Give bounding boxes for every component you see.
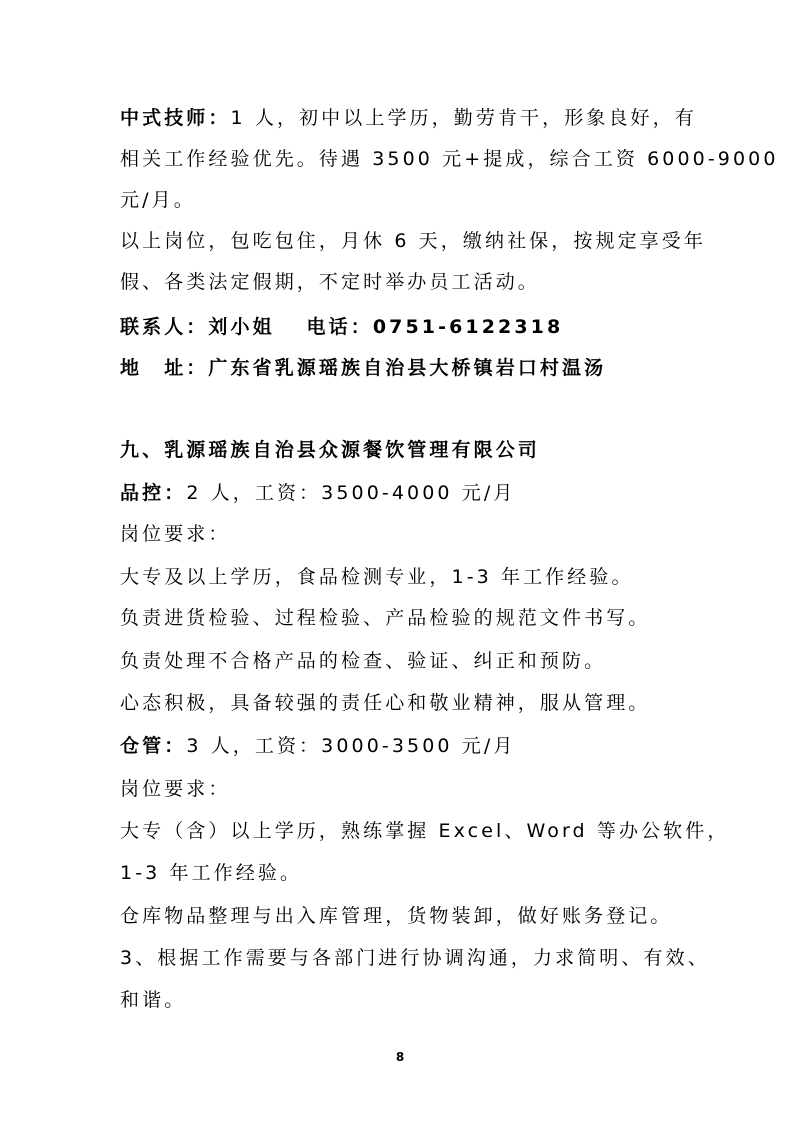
- address-line: 地 址：广东省乳源瑶族自治县大桥镇岩口村温汤: [120, 357, 607, 379]
- job-detail-chinese-technician: 1 人，初中以上学历，勤劳肯干，形象良好，有: [230, 107, 697, 129]
- contact-line: 联系人：刘小姐 电话：0751-6122318: [120, 316, 564, 338]
- wh-requirements-label: 岗位要求：: [120, 778, 231, 800]
- company-heading: 九、乳源瑶族自治县众源餐饮管理有限公司: [120, 439, 540, 461]
- job-detail-quality-control: 2 人，工资：3500-4000 元/月: [186, 482, 516, 504]
- wh-requirement-5: 和谐。: [120, 989, 187, 1011]
- job-title-quality-control: 品控：: [120, 482, 187, 504]
- wh-requirement-1: 大专（含）以上学历，熟练掌握 Excel、Word 等办公软件，: [120, 820, 730, 842]
- qc-requirement-1: 大专及以上学历，食品检测专业，1-3 年工作经验。: [120, 566, 634, 588]
- chinese-technician-line: [120, 105, 697, 131]
- job-title-chinese-technician: 中式技师：: [120, 107, 231, 129]
- benefits-line-2: 假、各类法定假期，不定时举办员工活动。: [120, 271, 540, 293]
- qc-requirement-2: 负责进货检验、过程检验、产品检验的规范文件书写。: [120, 607, 651, 629]
- qc-requirement-4: 心态积极，具备较强的责任心和敬业精神，服从管理。: [120, 692, 651, 714]
- job-title-warehouse: 仓管：: [120, 735, 187, 757]
- qc-requirement-3: 负责处理不合格产品的检查、验证、纠正和预防。: [120, 650, 607, 672]
- page-number: 8: [395, 1050, 405, 1064]
- wh-requirement-2: 1-3 年工作经验。: [120, 862, 303, 884]
- qc-requirements-label: 岗位要求：: [120, 523, 231, 545]
- chinese-technician-line-3: 元/月。: [120, 189, 196, 211]
- benefits-line-1: 以上岗位，包吃包住，月休 6 天，缴纳社保，按规定享受年: [120, 230, 706, 252]
- chinese-technician-line-2: 相关工作经验优先。待遇 3500 元+提成，综合工资 6000-9000: [120, 148, 779, 170]
- job-detail-warehouse: 3 人，工资：3000-3500 元/月: [186, 735, 516, 757]
- quality-control-line: [120, 480, 515, 506]
- wh-requirement-4: 3、根据工作需要与各部门进行协调沟通，力求简明、有效、: [120, 947, 710, 969]
- warehouse-line: [120, 733, 515, 759]
- wh-requirement-3: 仓库物品整理与出入库管理，货物装卸，做好账务登记。: [120, 905, 673, 927]
